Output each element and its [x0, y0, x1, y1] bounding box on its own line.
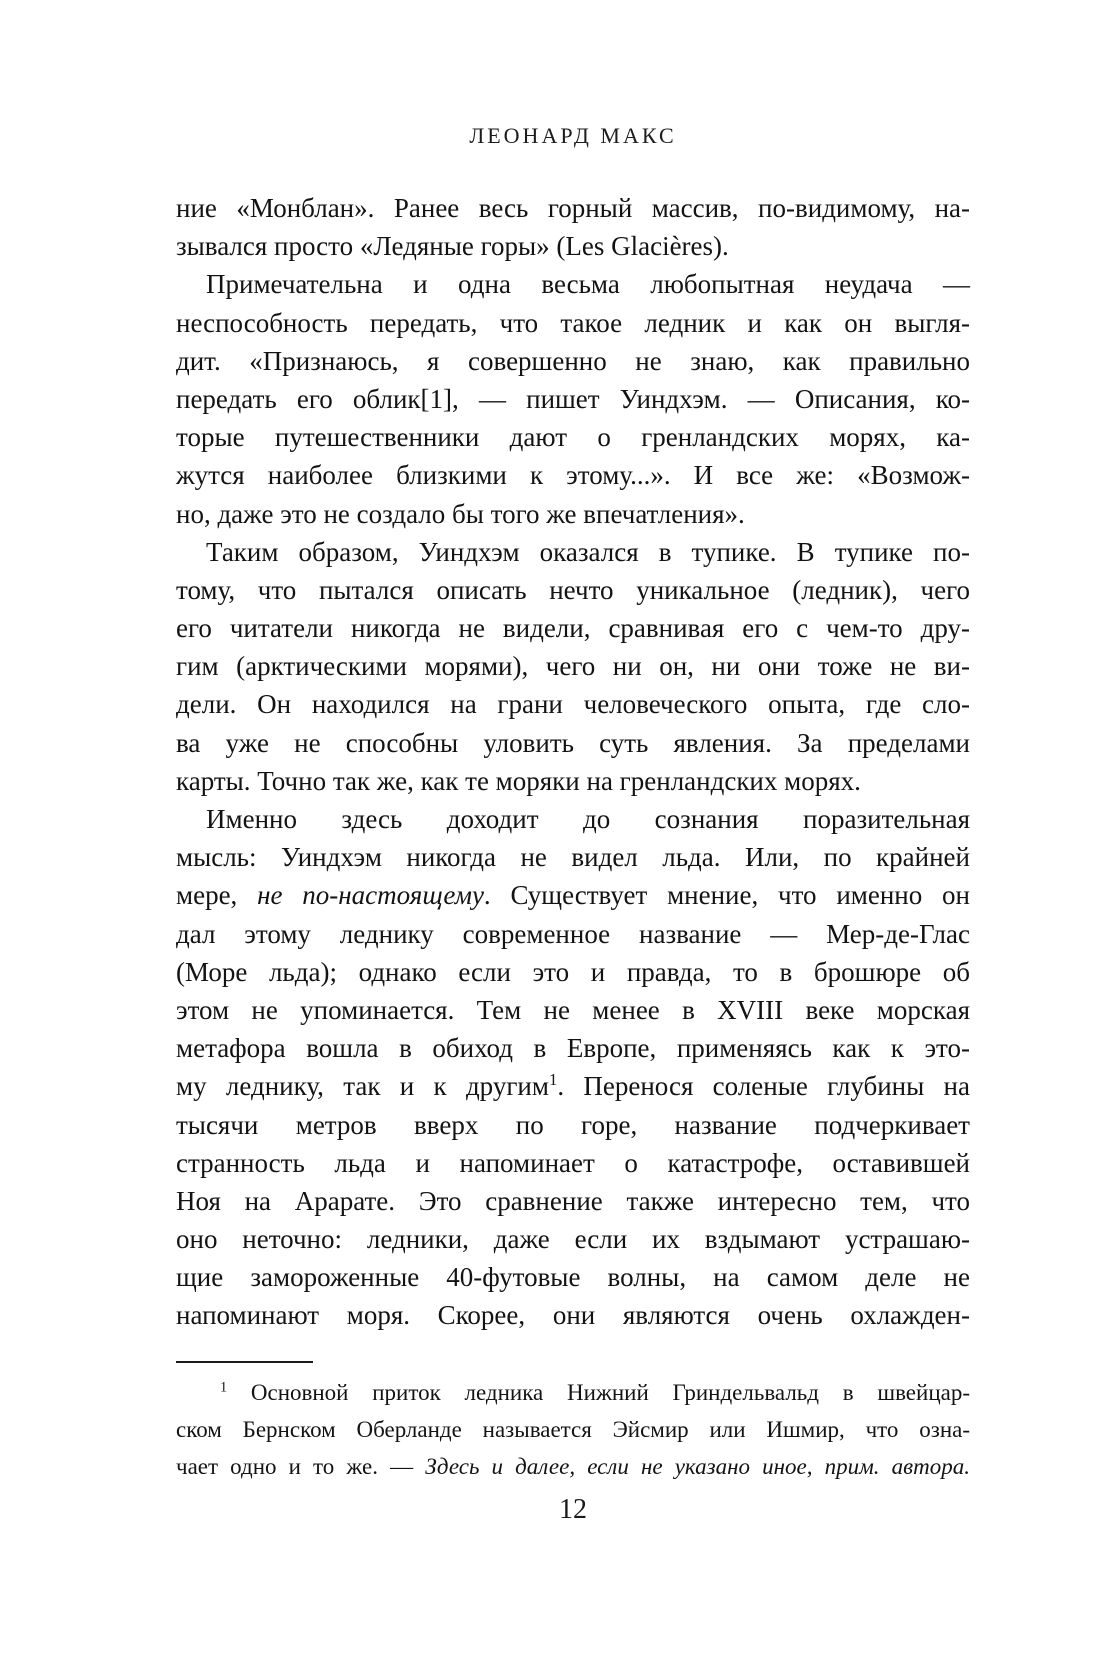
text-line: дит. «Признаюсь, я совершенно не знаю, как правильно: [176, 345, 970, 376]
text-line: этом не упоминается. Тем не менее в XVIII веке морская: [176, 994, 970, 1025]
text-line: напоминают моря. Скорее, они являются очень охлажден-: [176, 1300, 970, 1331]
text-line: Примечательна и одна весьма любопытная неудача —: [206, 269, 970, 300]
text-line: ском Бернском Оберланде называется Эйсмир или Ишмир, что озна-: [176, 1417, 970, 1442]
running-head: ЛЕОНАРД МАКС: [469, 123, 677, 148]
text-line: но, даже это не создало бы того же впечатления».: [176, 498, 745, 529]
text-line: торые путешественники дают о гренландских морях, ка-: [176, 422, 970, 453]
text-line: ние «Монблан». Ранее весь горный массив, по-видимому, на-: [176, 193, 970, 223]
paragraph: [176, 1374, 970, 1485]
footnote-marker: 1: [220, 1379, 228, 1396]
text-line: его читатели никогда не видели, сравнивая его с чем-то дру-: [176, 613, 970, 644]
text-line: гим (арктическими морями), чего ни он, ни они тоже не ви-: [176, 651, 970, 682]
text-line: мере, не по-настоящему. Существует мнение, что именно он: [176, 880, 970, 911]
text-line: дал этому леднику современное название — Мер-де-Глас: [176, 918, 970, 949]
text-line: карты. Точно так же, как те моряки на гренландских морях.: [176, 765, 861, 796]
text-line: передать его облик[1], — пишет Уиндхэм. — Описания, ко-: [176, 383, 970, 414]
footnote-text: [176, 1374, 970, 1485]
text-line: ва уже не способны уловить суть явления. За пределами: [176, 727, 970, 758]
text-line: му леднику, так и к другим$^1$. Перенося соленые глубины на: [176, 1070, 970, 1102]
text-line: странность льда и напоминает о катастрофе, оставившей: [176, 1147, 970, 1178]
text-line: мысль: Уиндхэм никогда не видел льда. Или, по крайней: [176, 842, 970, 873]
text-line: $^1$ Основной приток ледника Нижний Гриндельвальд в швейцар-: [220, 1379, 970, 1405]
paragraph: [176, 265, 970, 532]
text-line: дели. Он находился на грани человеческого опыта, где сло-: [176, 689, 970, 720]
text-line: тому, что пытался описать нечто уникальное (ледник), чего: [176, 574, 970, 605]
footnote-separator-rule: [176, 1361, 313, 1363]
text-line: жутся наиболее близкими к этому...». И все же: «Возмож-: [176, 460, 970, 491]
text-line: Ноя на Арарате. Это сравнение также интересно тем, что: [176, 1185, 970, 1216]
text-line: (Море льда); однако если это и правда, то в брошюре об: [176, 956, 970, 987]
paragraph: [176, 800, 970, 1335]
text-line: метафора вошла в обиход в Европе, применяясь как к это-: [176, 1033, 970, 1064]
paragraph: [176, 189, 970, 265]
page-number: 12: [559, 1494, 587, 1525]
body-text: [176, 189, 970, 1335]
text-line: неспособность передать, что такое ледник и как он выгля-: [176, 307, 970, 338]
paragraph: [176, 533, 970, 800]
text-line: зывался просто «Ледяные горы» (Les Glacières).: [176, 231, 729, 262]
footnote-marker: 1: [548, 1070, 558, 1090]
text-line: Таким образом, Уиндхэм оказался в тупике. В тупике по-: [206, 536, 970, 567]
text-line: щие замороженные 40-футовые волны, на самом деле не: [176, 1262, 970, 1293]
text-line: чает одно и то же. — Здесь и далее, если не указано иное, прим. автора.: [176, 1454, 970, 1479]
text-line: Именно здесь доходит до сознания поразительная: [206, 804, 970, 834]
text-line: тысячи метров вверх по горе, название подчеркивает: [176, 1109, 970, 1140]
text-line: оно неточно: ледники, даже если их вздымают устрашаю-: [176, 1224, 970, 1255]
